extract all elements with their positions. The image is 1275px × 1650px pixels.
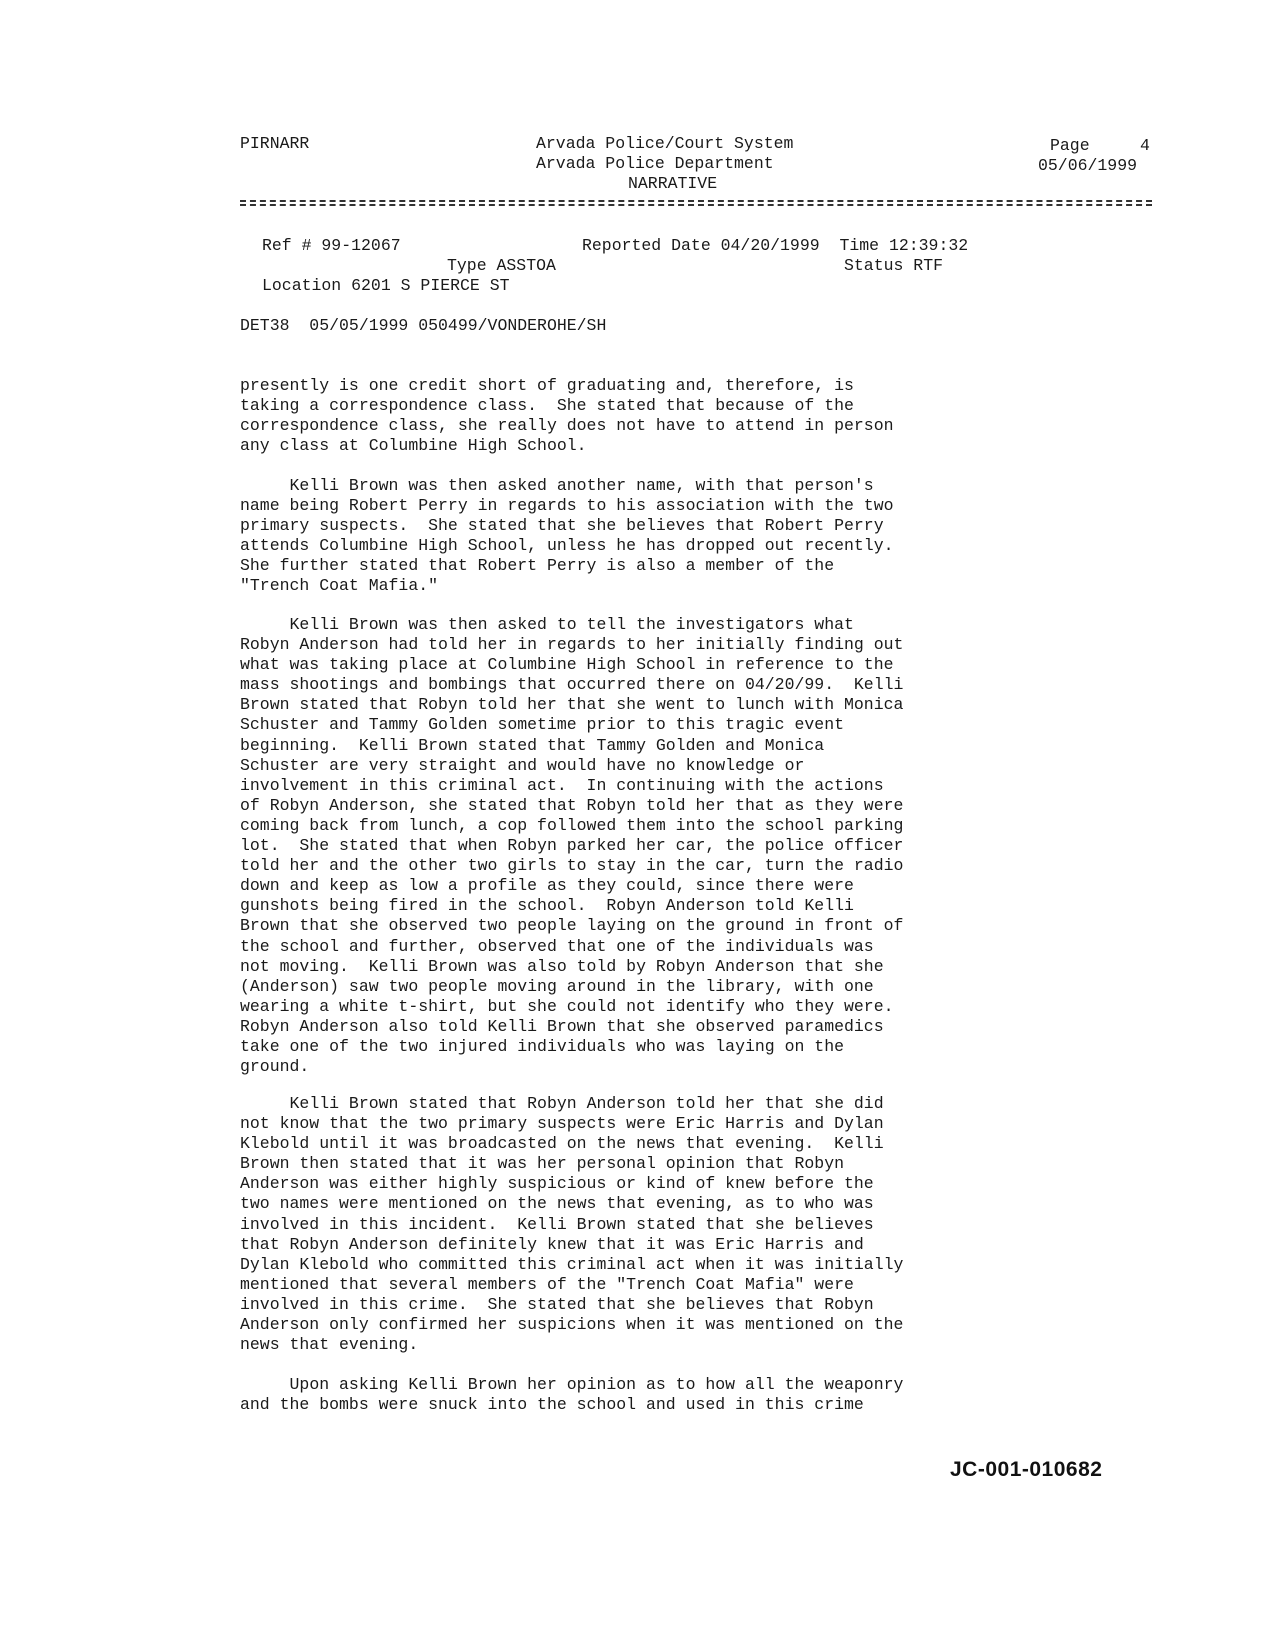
form-id: PIRNARR [240,134,310,153]
section-title: NARRATIVE [628,174,718,193]
bates-number: JC-001-010682 [950,1458,1103,1481]
reported-date-time: Reported Date 04/20/1999 Time 12:39:32 [582,236,969,255]
department-name: Arvada Police Department [536,154,774,173]
incident-type: Type ASSTOA [447,256,556,275]
incident-location: Location 6201 S PIERCE ST [262,276,510,295]
narrative-paragraph: Kelli Brown was then asked to tell the investigators what Robyn Anderson had told her in regards to her initially finding out what was taking place at Columbine High School in reference to the mass shootings and bombings that occurred there on 04/20/99. Kelli Brown stated that Robyn told her that she went to lunch with Monica Schuster and Tammy Golden sometime prior to this tragic event beginning. Kelli Brown stated that Tammy Golden and Monica Schuster are very straight and would have no knowledge or involvement in this criminal act. In continuing with the actions of Robyn Anderson, she stated that Robyn told her that as they were coming back from lunch, a cop followed them into the school parking lot. She stated that when Robyn parked her car, the police officer told her and the other two girls to stay in the car, turn the radio down and keep as low a profile as they could, since there were gunshots being fired in the school. Robyn Anderson told Kelli Brown that she observed two people laying on the ground in front of the school and further, observed that one of the individuals was not moving. Kelli Brown was also told by Robyn Anderson that she (Anderson) saw two people moving around in the library, with one wearing a white t-shirt, but she could not identify who they were. Robyn Anderson also told Kelli Brown that she observed paramedics take one of the two injured individuals who was laying on the ground. [240,615,904,1077]
narrative-paragraph: Kelli Brown stated that Robyn Anderson told her that she did not know that the two primary suspects were Eric Harris and Dylan Klebold until it was broadcasted on the news that evening. Kelli Brown then stated that it was her personal opinion that Robyn Anderson was either highly suspicious or kind of knew before the two names were mentioned on the news that evening, as to who was involved in this incident. Kelli Brown stated that she believes that Robyn Anderson definitely knew that it was Eric Harris and Dylan Klebold who committed this criminal act when it was initially mentioned that several members of the "Trench Coat Mafia" were involved in this crime. She stated that she believes that Robyn Anderson only confirmed her suspicions when it was mentioned on the news that evening. [240,1094,904,1355]
system-name: Arvada Police/Court System [536,134,794,153]
case-status: Status RTF [844,256,944,275]
narrative-paragraph: presently is one credit short of graduating and, therefore, is taking a correspondence class. She stated that because of the correspondence class, she really does not have to attend in person any class at Columbine High School. [240,376,894,456]
report-date: 05/06/1999 [1038,156,1138,175]
narrative-paragraph: Kelli Brown was then asked another name, with that person's name being Robert Perry in regards to his association with the two primary suspects. She stated that she believes that Robert Perry attends Columbine High School, unless he has dropped out recently. She further stated that Robert Perry is also a member of the "Trench Coat Mafia." [240,476,894,596]
page-number: 4 [1140,136,1150,155]
officer-entry-line: DET38 05/05/1999 050499/VONDEROHE/SH [240,316,607,335]
header-separator [240,200,1152,206]
narrative-paragraph: Upon asking Kelli Brown her opinion as to how all the weaponry and the bombs were snuck into the school and used in this crime [240,1375,904,1415]
page-label: Page [1050,136,1090,155]
ref-number: Ref # 99-12067 [262,236,401,255]
